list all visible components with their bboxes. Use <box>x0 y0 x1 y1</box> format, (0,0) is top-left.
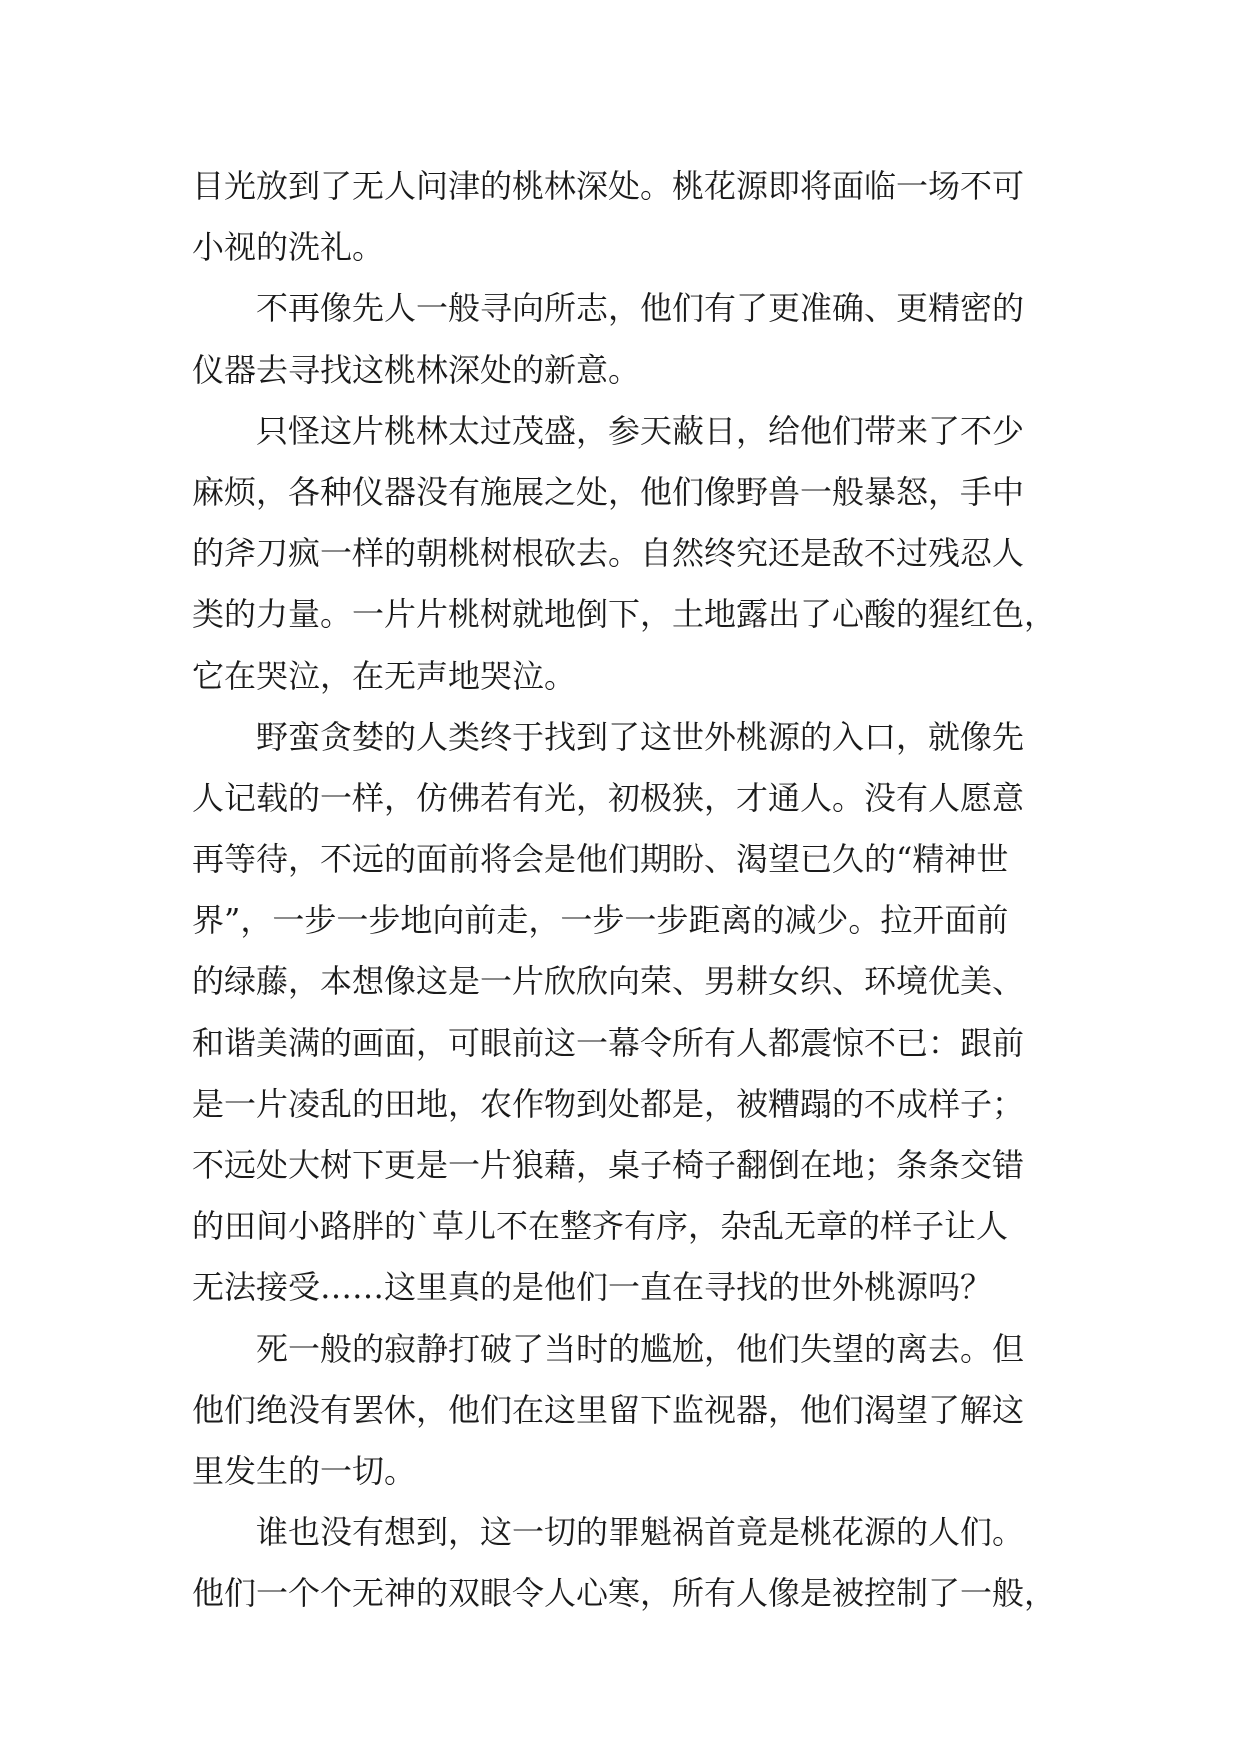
text-line: 他们绝没有罢休，他们在这里留下监视器，他们渴望了解这 <box>192 1390 1025 1429</box>
paragraph-start-line: 不再像先人一般寻向所志，他们有了更准确、更精密的 <box>256 289 1025 328</box>
text-line: 仪器去寻找这桃林深处的新意。 <box>192 350 641 389</box>
paragraph-start-line: 只怪这片桃林太过茂盛，参天蔽日，给他们带来了不少 <box>256 411 1025 450</box>
text-line: 的田间小路胖的`草儿不在整齐有序，杂乱无章的样子让人 <box>192 1207 1009 1246</box>
text-line: 麻烦，各种仪器没有施展之处，他们像野兽一般暴怒，手中 <box>192 472 1025 511</box>
text-line: 里发生的一切。 <box>192 1451 417 1490</box>
text-line: 的斧刀疯一样的朝桃树根砍去。自然终究还是敌不过残忍人 <box>192 534 1025 573</box>
text-line: 界”，一步一步地向前走，一步一步距离的减少。拉开面前 <box>192 901 1009 940</box>
text-line: 无法接受……这里真的是他们一直在寻找的世外桃源吗？ <box>192 1268 993 1307</box>
text-line: 和谐美满的画面，可眼前这一幕令所有人都震惊不已：跟前 <box>192 1023 1025 1062</box>
paragraph-start-line: 野蛮贪婪的人类终于找到了这世外桃源的入口，就像先 <box>256 717 1025 756</box>
text-line: 类的力量。一片片桃树就地倒下，土地露出了心酸的猩红色， <box>192 595 1057 634</box>
text-line: 它在哭泣，在无声地哭泣。 <box>192 656 577 695</box>
text-line: 人记载的一样，仿佛若有光，初极狭，才通人。没有人愿意 <box>192 778 1025 817</box>
text-line: 目光放到了无人问津的桃林深处。桃花源即将面临一场不可 <box>192 167 1025 205</box>
text-line: 不远处大树下更是一片狼藉，桌子椅子翻倒在地；条条交错 <box>192 1146 1025 1184</box>
paragraph-start-line: 谁也没有想到，这一切的罪魁祸首竟是桃花源的人们。 <box>256 1513 1025 1552</box>
paragraph-start-line: 死一般的寂静打破了当时的尴尬，他们失望的离去。但 <box>256 1329 1025 1368</box>
body-text <box>192 156 1072 1625</box>
text-line: 他们一个个无神的双眼令人心寒，所有人像是被控制了一般， <box>192 1574 1057 1613</box>
text-line: 是一片凌乱的田地，农作物到处都是，被糟蹋的不成样子； <box>192 1084 1025 1123</box>
text-line: 再等待，不远的面前将会是他们期盼、渴望已久的“精神世 <box>192 840 1009 879</box>
text-line: 的绿藤，本想像这是一片欣欣向荣、男耕女织、环境优美、 <box>192 962 1025 1001</box>
text-line: 小视的洗礼。 <box>192 228 385 267</box>
